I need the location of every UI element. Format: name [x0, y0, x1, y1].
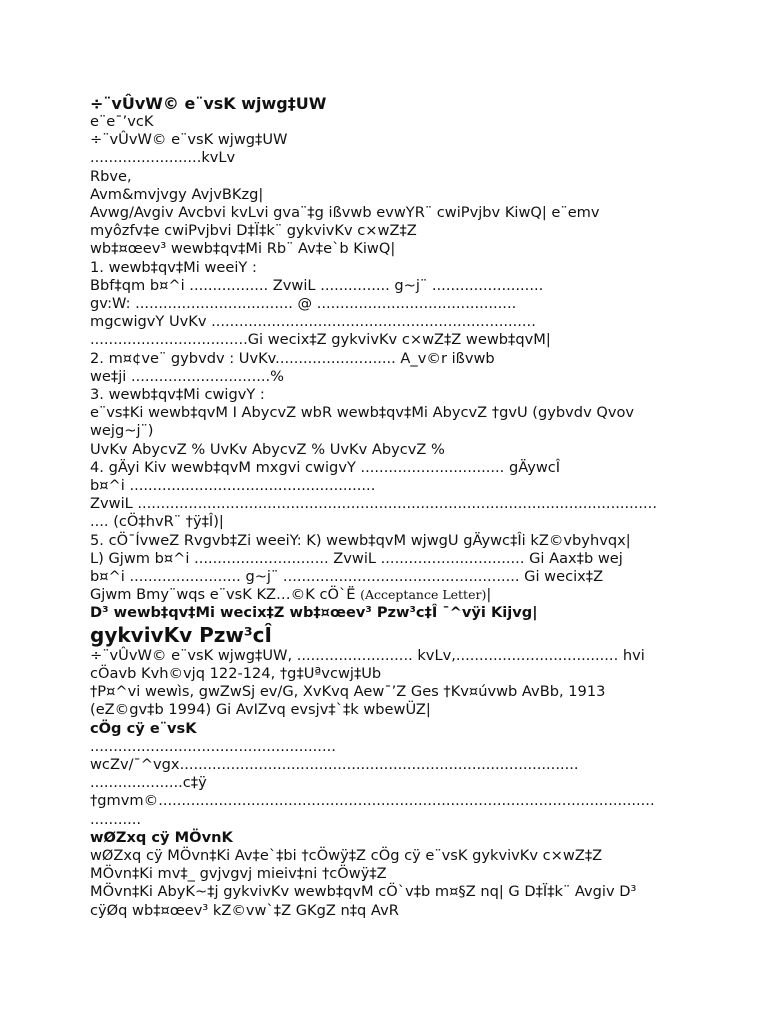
document-line	[90, 404, 680, 422]
line-text: ..................................Gi wecix‡Z gykvivKv c×wZ‡Z wewb‡qvM|	[90, 331, 551, 349]
document-line	[90, 168, 680, 186]
line-text: Bbf‡qm b¤^i ................. ZvwiL ............... g~j¨ ........................	[90, 276, 544, 294]
document-line	[90, 902, 680, 920]
document-line	[90, 550, 680, 568]
line-text: ....................c‡ÿ	[90, 774, 207, 792]
document-line	[90, 422, 680, 440]
document-line	[90, 532, 680, 550]
line-text: Gjwm Bmy¨wqs e¨vsK KZ…©K cÖ`Ë	[90, 586, 361, 604]
line-text: †gmvm©...........................................................................................................	[90, 792, 655, 810]
line-text: D³ wewb‡qv‡Mi wecix‡Z wb‡¤œev³ Pzw³c‡Î ¯^vÿi Kijvg|	[90, 604, 538, 622]
line-text: cÖavb Kvh©vjq 122-124, †g‡Uªvcwj‡Ub	[90, 664, 382, 682]
line-text: cÿØq wb‡¤œev³ kZ©vw`‡Z GKgZ n‡q AvR	[90, 901, 399, 919]
document-line	[90, 149, 680, 167]
line-text: 3. wewb‡qv‡Mi cwigvY :	[90, 386, 265, 404]
document-line	[90, 829, 680, 847]
line-text: wb‡¤œev³ wewb‡qv‡Mi Rb¨ Av‡e`b KiwQ|	[90, 240, 396, 258]
line-text: (eZ©gv‡b 1994) Gi AvIZvq evsjv‡`‡k wbewÜZ|	[90, 701, 431, 719]
line-text: .... (cÖ‡hvR¨ †ÿ‡Î)|	[90, 513, 224, 531]
line-text: †P¤^vi wewìs, gwZwSj ev/G, XvKvq Aew¯’Z Ges †Kv¤úvwb AvBb, 1913	[90, 683, 606, 701]
document-line	[90, 259, 680, 277]
document-line	[90, 368, 680, 386]
document-line	[90, 295, 680, 313]
document-line	[90, 131, 680, 149]
line-text: ...........	[90, 810, 142, 828]
line-text: Avm&mvjvgy AvjvBKzg|	[90, 185, 264, 203]
document-line	[90, 477, 680, 495]
line-text: wØZxq cÿ MÖvnK	[90, 828, 233, 846]
line-text: myôzfv‡e cwiPvjbvi D‡Ï‡k¨ gykvivKv c×wZ‡Z	[90, 222, 417, 240]
document-line	[90, 865, 680, 883]
document-page	[90, 94, 680, 920]
line-text: 4. gÄyi Kiv wewb‡qvM mxgvi cwigvY ............................... gÄywcÎ	[90, 458, 561, 476]
document-line	[90, 94, 680, 113]
line-text: 1. wewb‡qv‡Mi weeiY :	[90, 258, 257, 276]
line-text: wØZxq cÿ MÖvn‡Ki Av‡e`‡bi †cÖwÿ‡Z cÖg cÿ e¨vsK gykvivKv c×wZ‡Z	[90, 846, 603, 864]
document-line	[90, 847, 680, 865]
document-line	[90, 647, 680, 665]
line-text: ÷¨vÛvW© e¨vsK wjwg‡UW	[90, 94, 327, 113]
document-line	[90, 386, 680, 404]
document-line	[90, 756, 680, 774]
line-text: MÖvn‡Ki AbyK~‡j gykvivKv wewb‡qvM cÖ`v‡b m¤§Z nq| G D‡Ï‡k¨ Avgiv D³	[90, 883, 637, 901]
line-text: L) Gjwm b¤^i ............................. ZvwiL ............................... Gi Aax‡b wej	[90, 549, 623, 567]
line-text: ZvwiL ................................................................................................................	[90, 495, 657, 513]
document-line	[90, 113, 680, 131]
line-text: UvKv AbycvZ % UvKv AbycvZ % UvKv AbycvZ %	[90, 440, 445, 458]
document-line	[90, 459, 680, 477]
document-line	[90, 883, 680, 901]
line-text: ÷¨vÛvW© e¨vsK wjwg‡UW, ......................... kvLv,................................... hvi	[90, 646, 645, 664]
line-text: e¨vs‡Ki wewb‡qvM I AbycvZ wbR wewb‡qv‡Mi AbycvZ †gvU (gybvdv Qvov	[90, 404, 635, 422]
line-text: Rbve,	[90, 167, 132, 185]
document-line	[90, 495, 680, 513]
line-text: ÷¨vÛvW© e¨vsK wjwg‡UW	[90, 131, 288, 149]
document-line	[90, 313, 680, 331]
line-text: cÖg cÿ e¨vsK	[90, 719, 197, 737]
document-line	[90, 222, 680, 240]
line-text: e¨e¯’vcK	[90, 113, 154, 130]
document-line	[90, 665, 680, 683]
document-line	[90, 568, 680, 586]
line-text: gykvivKv Pzw³cÎ	[90, 622, 272, 647]
document-line	[90, 350, 680, 368]
document-line	[90, 774, 680, 792]
document-line	[90, 792, 680, 810]
line-text: 2. m¤¢ve¨ gybvdv : UvKv.......................... A_v©r ißvwb	[90, 349, 495, 367]
document-line	[90, 240, 680, 258]
line-tail: |	[486, 586, 492, 604]
line-text: mgcwigvY UvKv ......................................................................	[90, 313, 536, 331]
document-line	[90, 811, 680, 829]
document-line	[90, 683, 680, 701]
line-text: 5. cÖ¯ÍvweZ Rvgvb‡Zi weeiY: K) wewb‡qvM wjwgU gÄywc‡Îi kZ©vbyhvqx|	[90, 531, 631, 549]
document-line	[90, 720, 680, 738]
document-line	[90, 586, 680, 604]
document-line	[90, 331, 680, 349]
line-text: wcZv/¯^vgx......................................................................................	[90, 755, 579, 773]
document-line	[90, 701, 680, 719]
document-line	[90, 441, 680, 459]
line-text: Avwg/Avgiv Avcbvi kvLvi gva¨‡g ißvwb evwYR¨ cwiPvjbv KiwQ| e¨emv	[90, 204, 600, 222]
document-line	[90, 604, 680, 622]
line-text: ........................kvLv	[90, 149, 236, 167]
document-line	[90, 186, 680, 204]
line-text: b¤^i ........................ g~j¨ ................................................... Gi wecix‡Z	[90, 568, 604, 586]
document-line	[90, 204, 680, 222]
line-text: b¤^i .....................................................	[90, 477, 376, 495]
line-text: we‡ji ..............................%	[90, 367, 284, 385]
document-line	[90, 623, 680, 647]
line-text: wejg~j¨)	[90, 422, 154, 440]
line-text: gv:W: .................................. @ ...........................................	[90, 295, 517, 313]
document-line	[90, 277, 680, 295]
acceptance-letter-text: (Acceptance Letter)	[360, 587, 487, 603]
document-line	[90, 513, 680, 531]
line-text: MÖvn‡Ki mv‡_ gvjvgvj mieiv‡ni †cÖwÿ‡Z	[90, 865, 387, 883]
line-text: .....................................................	[90, 737, 336, 755]
document-line	[90, 738, 680, 756]
